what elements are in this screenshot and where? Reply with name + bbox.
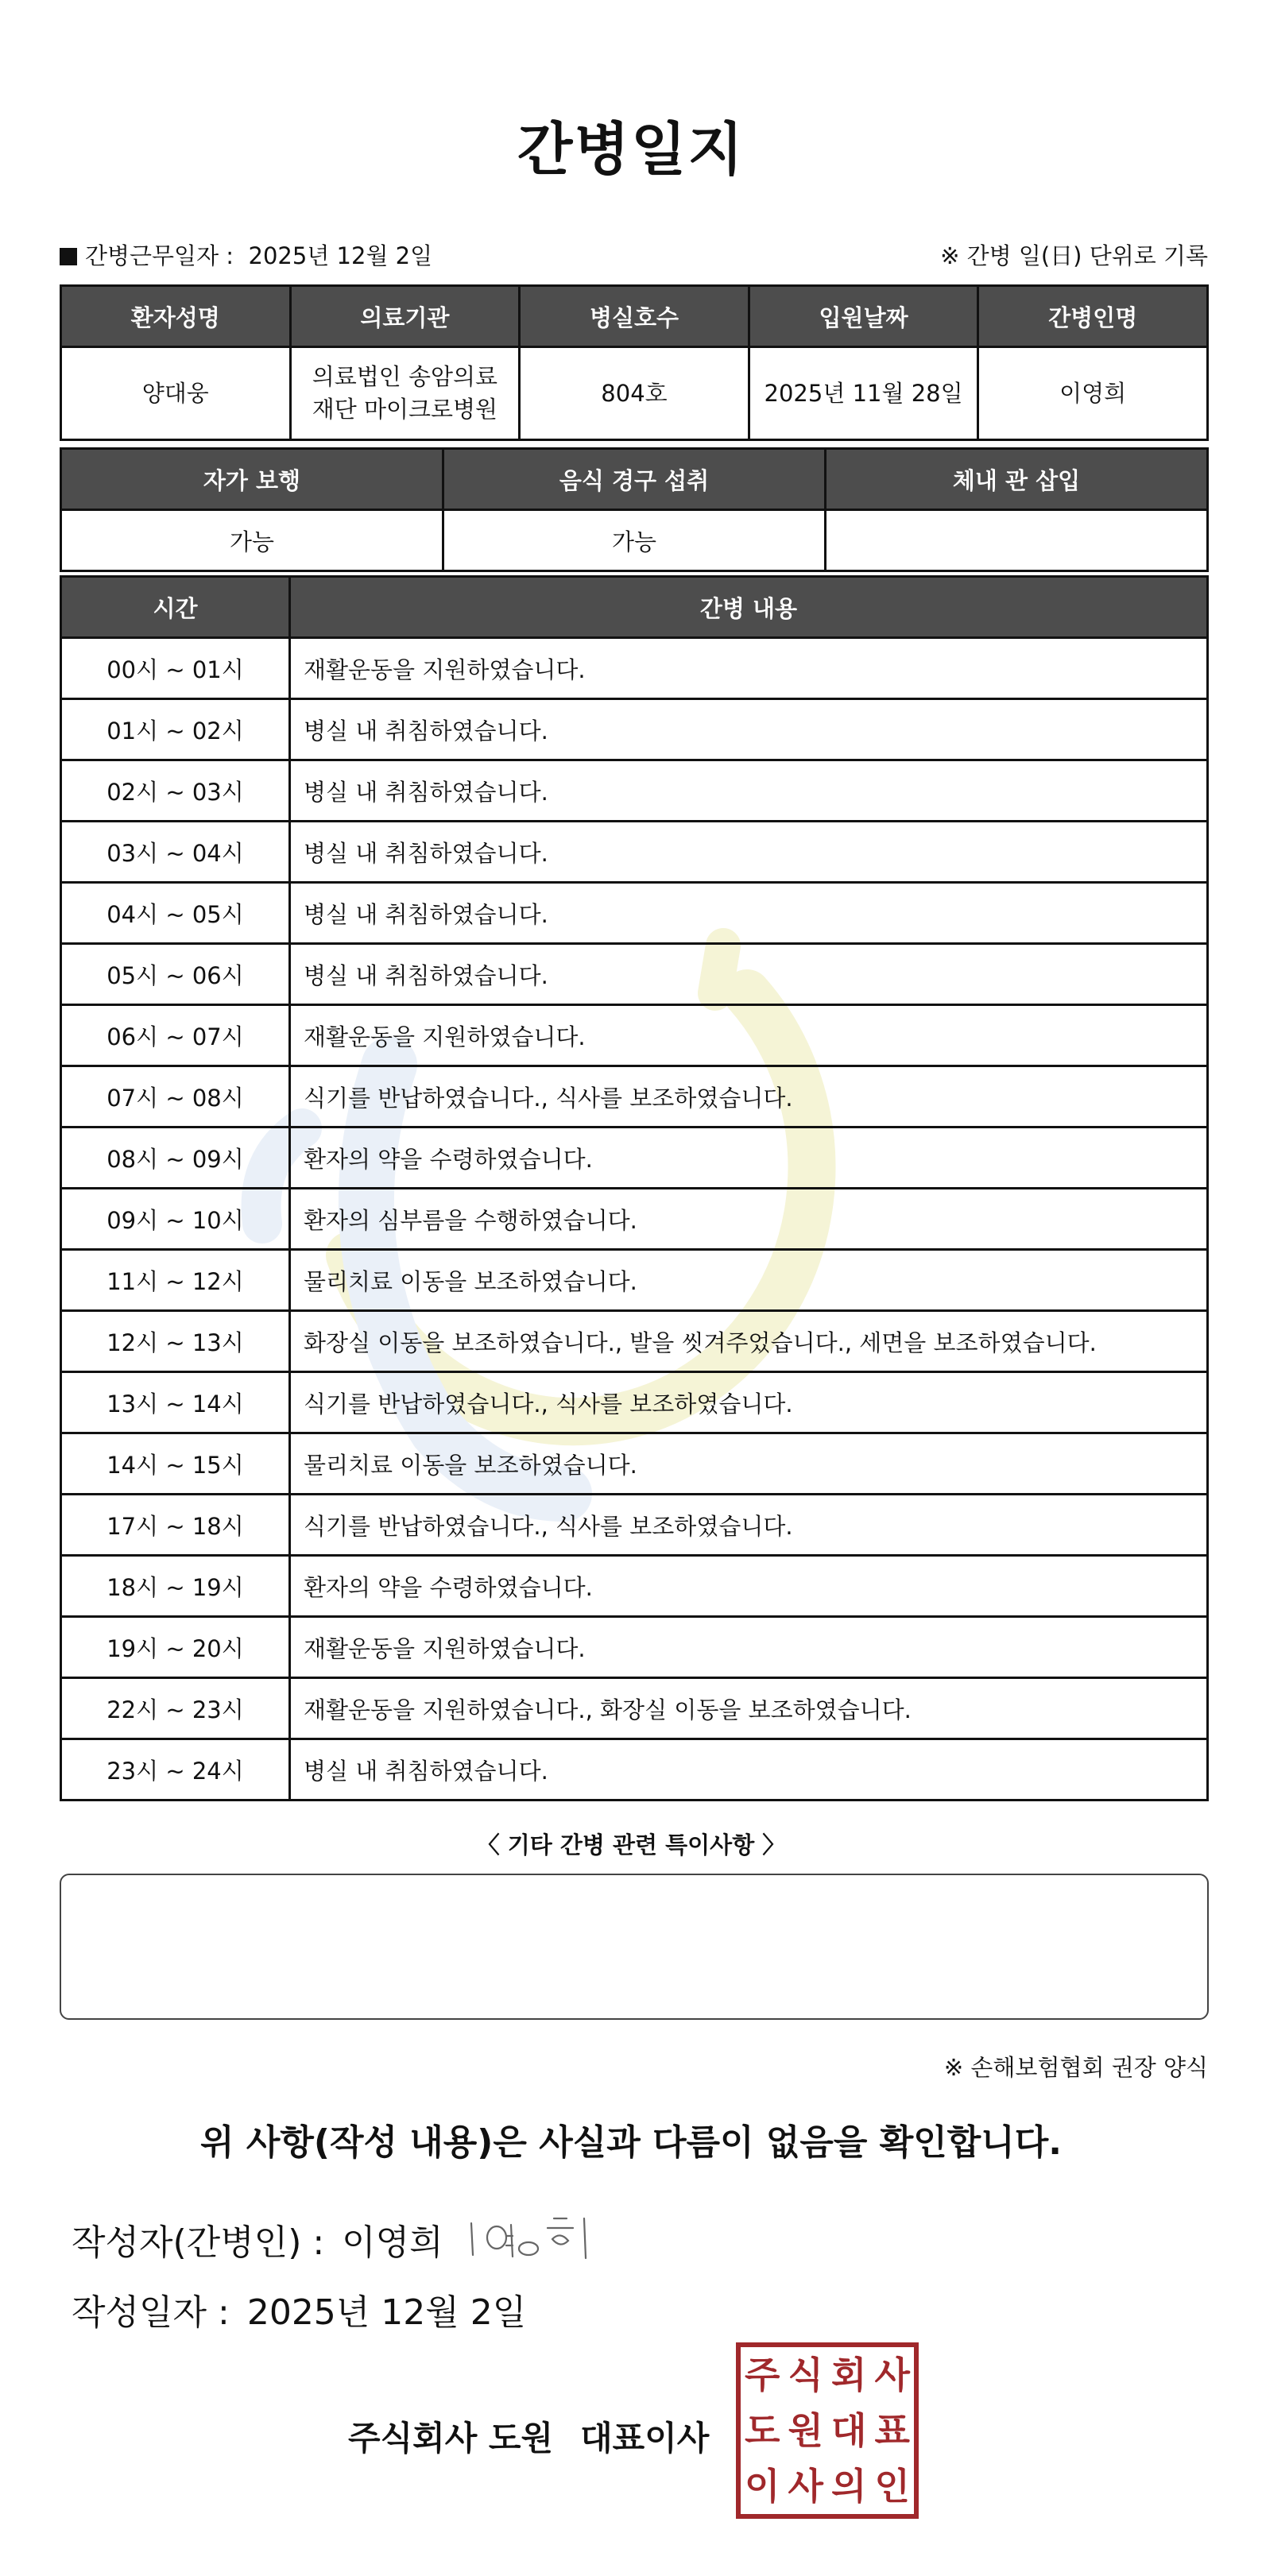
table-row bbox=[61, 699, 1208, 760]
seal-char: 표 bbox=[874, 2409, 910, 2452]
table-row bbox=[61, 1005, 1208, 1066]
seal-char: 사 bbox=[874, 2354, 910, 2396]
institution bbox=[290, 347, 520, 440]
company-seal bbox=[736, 2342, 919, 2519]
log-time: 18시 ~ 19시 bbox=[61, 1556, 290, 1617]
log-content: 환자의 약을 수령하였습니다. bbox=[290, 1127, 1208, 1189]
self-walking-value: 가능 bbox=[61, 510, 443, 571]
patient-status-table bbox=[60, 447, 1209, 572]
table-row bbox=[61, 1556, 1208, 1617]
table-row bbox=[61, 1250, 1208, 1311]
log-time: 02시 ~ 03시 bbox=[61, 760, 290, 822]
table-row bbox=[61, 1739, 1208, 1800]
log-time: 05시 ~ 06시 bbox=[61, 944, 290, 1005]
table-row bbox=[61, 883, 1208, 944]
table-row bbox=[61, 347, 1208, 440]
table-row bbox=[61, 1433, 1208, 1495]
log-content: 병실 내 취침하였습니다. bbox=[290, 699, 1208, 760]
table-row bbox=[61, 510, 1208, 571]
log-content: 식기를 반납하였습니다., 식사를 보조하였습니다. bbox=[290, 1495, 1208, 1556]
header-patient-name: 환자성명 bbox=[61, 286, 291, 347]
log-time: 04시 ~ 05시 bbox=[61, 883, 290, 944]
log-time: 13시 ~ 14시 bbox=[61, 1372, 290, 1433]
work-date-label: 간병근무일자 : bbox=[85, 242, 234, 269]
oral-intake-value: 가능 bbox=[443, 510, 826, 571]
log-content: 환자의 약을 수령하였습니다. bbox=[290, 1556, 1208, 1617]
log-time: 06시 ~ 07시 bbox=[61, 1005, 290, 1066]
log-content: 병실 내 취침하였습니다. bbox=[290, 760, 1208, 822]
header-care-content: 간병 내용 bbox=[290, 577, 1208, 638]
log-time: 09시 ~ 10시 bbox=[61, 1189, 290, 1250]
table-row bbox=[61, 1189, 1208, 1250]
log-time: 14시 ~ 15시 bbox=[61, 1433, 290, 1495]
header-tube-insertion: 체내 관 삽입 bbox=[826, 449, 1208, 510]
table-row bbox=[61, 638, 1208, 699]
log-content: 물리치료 이동을 보조하였습니다. bbox=[290, 1433, 1208, 1495]
confirmation-statement: 위 사항(작성 내용)은 사실과 다름이 없음을 확인합니다. bbox=[200, 2122, 1062, 2163]
table-row bbox=[61, 1678, 1208, 1739]
seal-char: 대 bbox=[831, 2409, 867, 2452]
seal-char: 회 bbox=[831, 2354, 867, 2396]
table-row bbox=[61, 1495, 1208, 1556]
log-content: 재활운동을 지원하였습니다. bbox=[290, 638, 1208, 699]
institution-line1: 의료법인 송암의료 bbox=[312, 363, 498, 391]
table-header-row bbox=[61, 286, 1208, 347]
log-time: 03시 ~ 04시 bbox=[61, 822, 290, 883]
log-time: 11시 ~ 12시 bbox=[61, 1250, 290, 1311]
table-header-row bbox=[61, 449, 1208, 510]
log-time: 08시 ~ 09시 bbox=[61, 1127, 290, 1189]
seal-char: 인 bbox=[874, 2465, 910, 2508]
header-self-walking: 자가 보행 bbox=[61, 449, 443, 510]
work-date bbox=[60, 238, 432, 271]
caregiver-name: 이영희 bbox=[978, 347, 1208, 440]
log-content: 재활운동을 지원하였습니다. bbox=[290, 1005, 1208, 1066]
header-oral-intake: 음식 경구 섭취 bbox=[443, 449, 826, 510]
patient-info-table bbox=[60, 284, 1209, 441]
log-time: 17시 ~ 18시 bbox=[61, 1495, 290, 1556]
log-time: 12시 ~ 13시 bbox=[61, 1311, 290, 1372]
seal-char: 원 bbox=[788, 2409, 823, 2452]
care-log-body bbox=[61, 638, 1208, 1800]
log-time: 00시 ~ 01시 bbox=[61, 638, 290, 699]
table-row bbox=[61, 1372, 1208, 1433]
notes-heading: 〈 기타 간병 관련 특이사항 〉 bbox=[476, 1831, 786, 1859]
writer-name: 이영희 bbox=[342, 2222, 443, 2263]
log-content: 병실 내 취침하였습니다. bbox=[290, 883, 1208, 944]
log-time: 07시 ~ 08시 bbox=[61, 1066, 290, 1127]
table-row bbox=[61, 944, 1208, 1005]
table-row bbox=[61, 760, 1208, 822]
log-content: 물리치료 이동을 보조하였습니다. bbox=[290, 1250, 1208, 1311]
handwritten-signature bbox=[465, 2207, 608, 2263]
table-row bbox=[61, 1127, 1208, 1189]
seal-char: 이 bbox=[745, 2465, 780, 2508]
admission-date: 2025년 11월 28일 bbox=[749, 347, 978, 440]
header-admission-date: 입원날짜 bbox=[749, 286, 978, 347]
header-institution: 의료기관 bbox=[290, 286, 520, 347]
document-title: 간병일지 bbox=[517, 116, 745, 183]
ceo-label: 대표이사 bbox=[580, 2419, 710, 2458]
header-time: 시간 bbox=[61, 577, 290, 638]
header-caregiver: 간병인명 bbox=[978, 286, 1208, 347]
square-bullet-icon bbox=[60, 248, 77, 265]
written-date-label: 작성일자 : bbox=[72, 2292, 230, 2333]
notes-box bbox=[60, 1874, 1209, 2020]
log-content: 병실 내 취침하였습니다. bbox=[290, 822, 1208, 883]
institution-line2: 재단 마이크로병원 bbox=[312, 396, 498, 423]
log-time: 23시 ~ 24시 bbox=[61, 1739, 290, 1800]
log-content: 화장실 이동을 보조하였습니다., 발을 씻겨주었습니다., 세면을 보조하였습니다. bbox=[290, 1311, 1208, 1372]
seal-char: 도 bbox=[745, 2409, 780, 2452]
log-content: 환자의 심부름을 수행하였습니다. bbox=[290, 1189, 1208, 1250]
seal-char: 주 bbox=[745, 2354, 780, 2396]
table-row bbox=[61, 1617, 1208, 1678]
company-name: 주식회사 도원 bbox=[348, 2419, 554, 2458]
company-line bbox=[348, 2412, 709, 2460]
table-header-row bbox=[61, 577, 1208, 638]
care-log-table bbox=[60, 575, 1209, 1801]
header-room: 병실호수 bbox=[520, 286, 749, 347]
tube-insertion-value bbox=[826, 510, 1208, 571]
log-time: 01시 ~ 02시 bbox=[61, 699, 290, 760]
seal-char: 사 bbox=[788, 2465, 823, 2508]
log-content: 병실 내 취침하였습니다. bbox=[290, 944, 1208, 1005]
written-date-line bbox=[72, 2284, 526, 2334]
writer-line bbox=[72, 2214, 443, 2265]
written-date-value: 2025년 12월 2일 bbox=[246, 2292, 527, 2333]
room-number: 804호 bbox=[520, 347, 749, 440]
log-content: 재활운동을 지원하였습니다. bbox=[290, 1617, 1208, 1678]
record-note: ※ 간병 일(日) 단위로 기록 bbox=[940, 242, 1208, 269]
patient-name: 양대웅 bbox=[61, 347, 291, 440]
writer-label: 작성자(간병인) : bbox=[72, 2222, 325, 2263]
table-row bbox=[61, 1066, 1208, 1127]
log-content: 병실 내 취침하였습니다. bbox=[290, 1739, 1208, 1800]
seal-char: 의 bbox=[831, 2465, 867, 2508]
seal-char: 식 bbox=[788, 2354, 823, 2396]
log-content: 식기를 반납하였습니다., 식사를 보조하였습니다. bbox=[290, 1372, 1208, 1433]
table-row bbox=[61, 1311, 1208, 1372]
log-content: 재활운동을 지원하였습니다., 화장실 이동을 보조하였습니다. bbox=[290, 1678, 1208, 1739]
log-time: 19시 ~ 20시 bbox=[61, 1617, 290, 1678]
work-date-value: 2025년 12월 2일 bbox=[248, 242, 433, 269]
log-time: 22시 ~ 23시 bbox=[61, 1678, 290, 1739]
table-row bbox=[61, 822, 1208, 883]
log-content: 식기를 반납하였습니다., 식사를 보조하였습니다. bbox=[290, 1066, 1208, 1127]
recommendation-note: ※ 손해보험협회 권장 양식 bbox=[943, 2054, 1208, 2081]
